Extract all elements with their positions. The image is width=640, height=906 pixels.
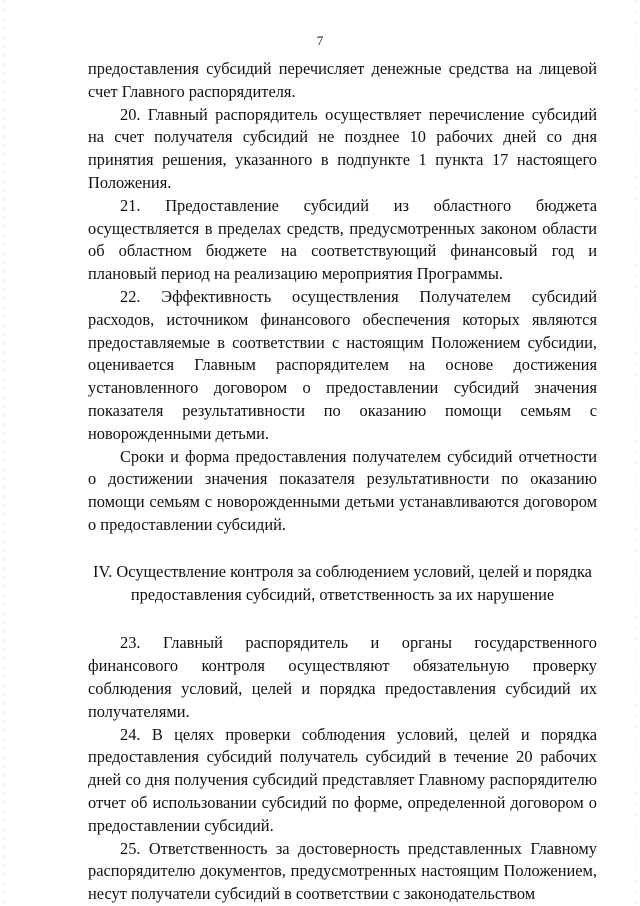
section-heading: IV. Осуществление контроля за соблюдением условий, целей и порядка предоставления субсидий, ответственность за их нарушение <box>93 561 592 604</box>
paragraph-22-reporting: Сроки и форма предоставления получателем субсидий отчетности о достижении значения показателя результативности по оказанию помощи семьям с новорожденными детьми устанавливаются договором о предоставлении субсидий. <box>88 446 597 534</box>
paragraph-20: 20. Главный распорядитель осуществляет перечисление субсидий на счет получателя субсидий не позднее 10 рабочих дней со дня принятия решения, указанного в подпункте 1 пункта 17 настоящего Положения. <box>88 104 597 192</box>
paragraph-21: 21. Предоставление субсидий из областного бюджета осуществляется в пределах средств, предусмотренных законом области об областном бюджете на соответствующий финансовый год и плановый период на реализацию мероприятия Программы. <box>88 195 597 284</box>
scan-edge-right <box>636 0 637 905</box>
paragraph-24: 24. В целях проверки соблюдения условий, целей и порядка предоставления субсидий получатель субсидий в течение 20 рабочих дней со дня получения субсидий представляет Главному распорядителю отчет об использовании субсидий по форме, определенной договором о предоставлении субсидий. <box>88 724 597 835</box>
paragraph-23: 23. Главный распорядитель и органы государственного финансового контроля осуществляют обязательную проверку соблюдения условий, целей и порядка предоставления субсидий их получателями. <box>88 633 597 721</box>
paragraph-continuation: предоставления субсидий перечисляет денежные средства на лицевой счет Главного распорядителя. <box>88 59 597 101</box>
document-body <box>88 58 597 906</box>
paragraph-25: 25. Ответственность за достоверность представленных Главному распорядителю документов, предусмотренных настоящим Положением, несут получатели субсидий в соответствии с законодательством <box>88 838 597 904</box>
paragraph-22: 22. Эффективность осуществления Получателем субсидий расходов, источником финансового обеспечения которых являются предоставляемые в соответствии с настоящим Положением субсидии, оценивается Главным распорядителем на основе достижения установленного договором о предоставлении субсидий значения показателя результативности по оказанию помощи семьям с новорожденными детьми. <box>88 286 597 443</box>
page-number: 7 <box>316 33 324 48</box>
scan-edge-left <box>3 0 4 905</box>
